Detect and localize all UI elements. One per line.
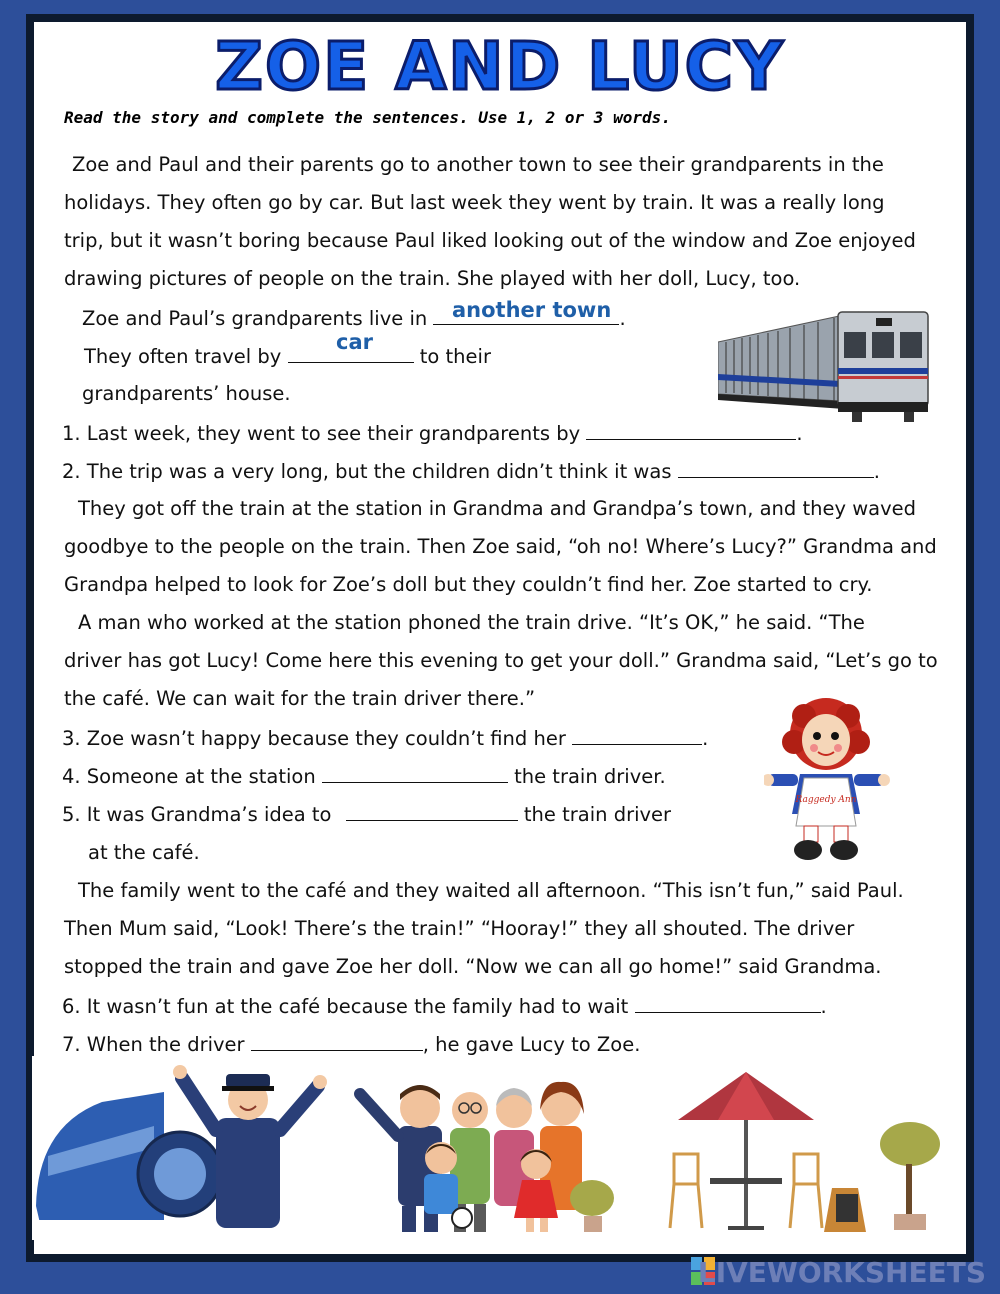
umbrella — [678, 1072, 814, 1230]
page-title: ZOE AND LUCY — [215, 28, 785, 105]
story-line: Grandpa helped to look for Zoe’s doll but they couldn’t find her. Zoe started to cry. — [64, 573, 873, 596]
story-line: drawing pictures of people on the train. She played with her doll, Lucy, too. — [64, 267, 801, 290]
question-1: 1. Last week, they went to see their grandparents by . — [62, 422, 803, 445]
answer-input-7[interactable] — [251, 1032, 423, 1051]
cafe-chair-left — [670, 1154, 702, 1228]
story-line: stopped the train and gave Zoe her doll. “Now we can all go home!” said Grandma. — [64, 955, 882, 978]
question-7: 7. When the driver , he gave Lucy to Zoe. — [62, 1033, 641, 1056]
story-line: Then Mum said, “Look! There’s the train!” “Hooray!” they all shouted. The driver — [64, 917, 855, 940]
bush-right — [880, 1122, 940, 1230]
cafe-illustration — [618, 1068, 956, 1236]
story-line: The family went to the café and they waited all afternoon. “This isn’t fun,” said Paul. — [78, 879, 904, 902]
question-6: 6. It wasn’t fun at the café because the family had to wait . — [62, 995, 827, 1018]
answer-input-5[interactable] — [346, 802, 518, 821]
worksheet — [34, 22, 966, 1254]
train-illustration — [718, 302, 932, 426]
story-line: the café. We can wait for the train driver there.” — [64, 687, 536, 710]
story-line: trip, but it wasn’t boring because Paul liked looking out of the window and Zoe enjoyed — [64, 229, 916, 252]
question-2: 2. The trip was a very long, but the children didn’t think it was . — [62, 460, 880, 483]
story-line: They got off the train at the station in Grandma and Grandpa’s town, and they waved — [78, 497, 917, 520]
question-5: 5. It was Grandma’s idea to the train driver — [62, 803, 672, 826]
example-sentence-2-cont: grandparents’ house. — [82, 382, 291, 405]
train-carriages — [718, 312, 858, 410]
instructions: Read the story and complete the sentences. Use 1, 2 or 3 words. — [64, 108, 671, 127]
story-line: goodbye to the people on the train. Then Zoe said, “oh no! Where’s Lucy?” Grandma and — [64, 535, 937, 558]
answer-input-4[interactable] — [322, 764, 508, 783]
answer-input-2[interactable] — [678, 459, 874, 478]
example-sentence-1: Zoe and Paul’s grandparents live in . — [82, 307, 626, 330]
train-front — [838, 312, 928, 422]
train-driver-illustration — [32, 1056, 350, 1240]
question-3: 3. Zoe wasn’t happy because they couldn’t find her . — [62, 727, 709, 750]
example-answer-1: another town — [452, 298, 612, 322]
question-4: 4. Someone at the station the train driver. — [62, 765, 666, 788]
doll-face — [802, 714, 850, 766]
bush-left — [570, 1180, 614, 1232]
answer-input-6[interactable] — [635, 994, 821, 1013]
question-5-cont: at the café. — [88, 841, 200, 864]
story-line: holidays. They often go by car. But last week they went by train. It was a really long — [64, 191, 885, 214]
example-sentence-2: They often travel by to their — [84, 345, 491, 368]
doll-illustration — [764, 694, 890, 866]
answer-input-3[interactable] — [572, 726, 702, 745]
cafe-chair-right — [790, 1154, 822, 1228]
doll-apron-text: Raggedy Ann — [795, 795, 857, 805]
story-line: A man who worked at the station phoned the train drive. “It’s OK,” he said. “The — [78, 611, 865, 634]
story-line: Zoe and Paul and their parents go to another town to see their grandparents in the — [72, 153, 884, 176]
family-illustration — [354, 1070, 614, 1236]
example-answer-2: car — [336, 330, 373, 354]
story-line: driver has got Lucy! Come here this evening to get your doll.” Grandma said, “Let’s go to — [64, 649, 938, 672]
watermark: LIVEWORKSHEETS — [697, 1256, 986, 1289]
menu-board — [824, 1188, 866, 1232]
